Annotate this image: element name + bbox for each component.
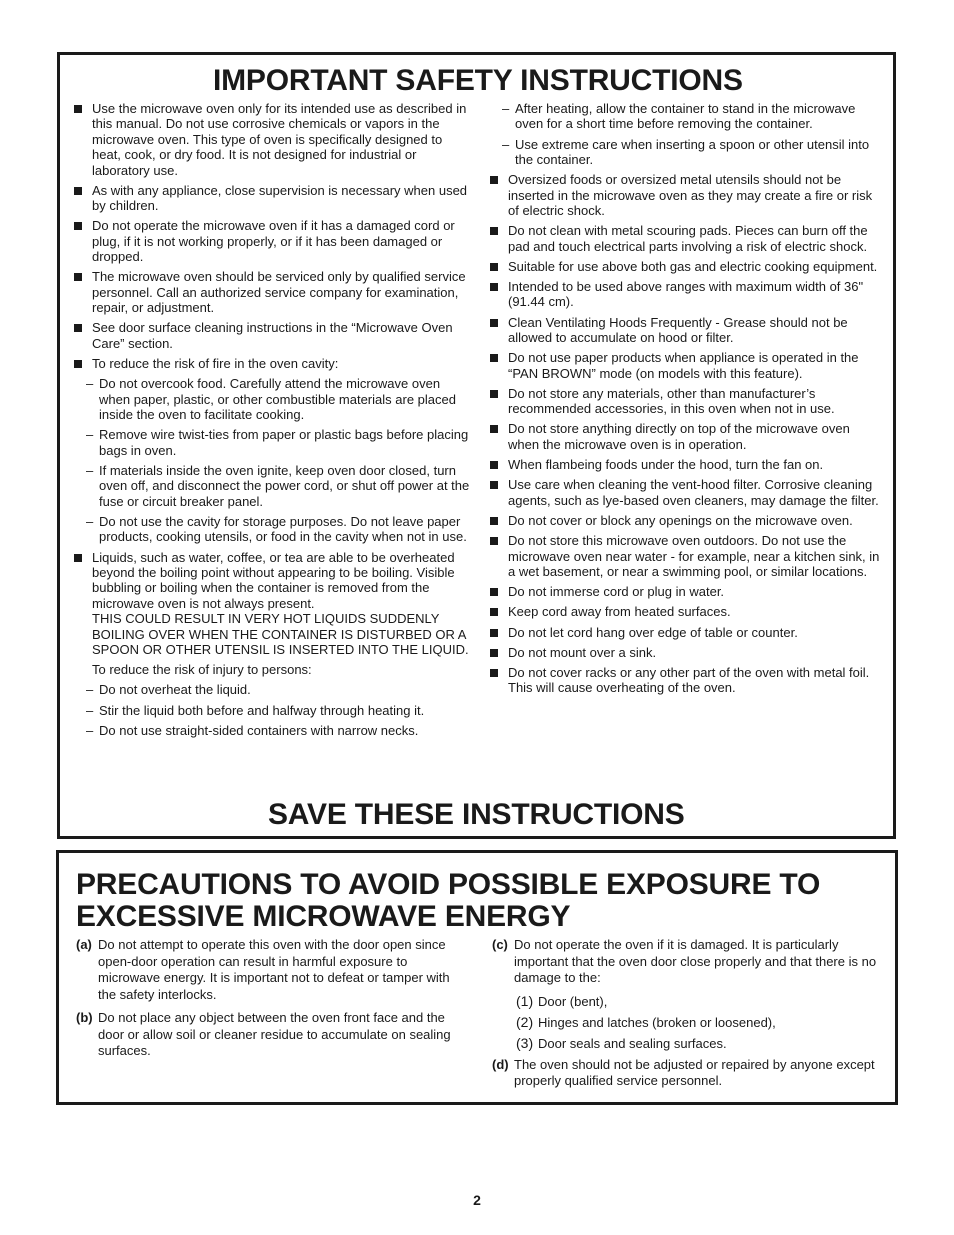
dash-item	[74, 427, 474, 458]
square-bullet-icon	[490, 283, 498, 291]
bullet-text: Use care when cleaning the vent-hood filter. Corrosive cleaning agents, such as lye-based oven cleaners, may damage the filter.	[508, 477, 879, 508]
bullet-item	[74, 101, 474, 178]
dash-icon: –	[86, 722, 94, 738]
precaution-text: Do not operate the oven if it is damaged. It is particularly important that the oven door close properly and that there is no damage to the:	[514, 937, 877, 985]
square-bullet-icon	[490, 588, 498, 596]
save-instructions-title: SAVE THESE INSTRUCTIONS	[268, 798, 685, 831]
precaution-item	[492, 937, 882, 987]
subitem-number: (2)	[516, 1013, 534, 1030]
square-bullet-icon	[490, 390, 498, 398]
square-bullet-icon	[74, 105, 82, 113]
plain-text: To reduce the risk of injury to persons:	[92, 662, 312, 678]
square-bullet-icon	[74, 554, 82, 562]
dash-icon: –	[86, 682, 94, 698]
bullet-item	[74, 218, 474, 264]
dash-text: Stir the liquid both before and halfway through heating it.	[99, 702, 425, 718]
bullet-text: Clean Ventilating Hoods Frequently - Grease should not be allowed to accumulate on hood or filter.	[508, 314, 848, 346]
dash-item	[74, 463, 474, 509]
square-bullet-icon	[490, 481, 498, 489]
dash-icon: –	[502, 101, 510, 116]
dash-text: Do not overheat the liquid.	[99, 682, 251, 698]
precaution-label: (a)	[76, 937, 92, 952]
bullet-item	[490, 386, 882, 417]
dash-item	[74, 514, 474, 545]
numbered-subitem	[492, 994, 882, 1011]
bullet-text: Do not store any materials, other than manufacturer’s recommended accessories, in this oven when not in use.	[508, 385, 835, 417]
bullet-item	[490, 584, 882, 599]
numbered-subitem	[492, 1036, 882, 1053]
bullet-text: Do not mount over a sink.	[508, 644, 657, 660]
dash-text: Use extreme care when inserting a spoon or other utensil into the container.	[515, 136, 870, 168]
bullet-text: Do not operate the microwave oven if it has a damaged cord or plug, if it is not working properly, or if it has been damaged or dropped.	[92, 218, 455, 265]
bullet-text: To reduce the risk of fire in the oven cavity:	[92, 356, 339, 372]
bullet-item	[490, 172, 882, 218]
square-bullet-icon	[74, 324, 82, 332]
bullet-item	[74, 269, 474, 315]
safety-title: IMPORTANT SAFETY INSTRUCTIONS	[213, 64, 743, 97]
square-bullet-icon	[490, 669, 498, 677]
dash-text: Remove wire twist-ties from paper or plastic bags before placing bags in oven.	[99, 427, 469, 458]
dash-text: If materials inside the oven ignite, keep oven door closed, turn oven off, and disconnect the power cord, or shut off power at the fuse or circuit breaker panel.	[99, 462, 470, 509]
dash-item	[490, 101, 882, 132]
bullet-item	[490, 513, 882, 528]
square-bullet-icon	[490, 263, 498, 271]
bullet-text: Suitable for use above both gas and electric cooking equipment.	[508, 258, 878, 274]
subitem-number: (1)	[516, 992, 534, 1009]
bullet-item	[490, 457, 882, 472]
bullet-text: Intended to be used above ranges with maximum width of 36" (91.44 cm).	[508, 279, 864, 310]
precaution-item	[76, 937, 466, 1003]
dash-icon: –	[86, 702, 94, 718]
warning-caps-text: THIS COULD RESULT IN VERY HOT LIQUIDS SUDDENLY BOILING OVER WHEN THE CONTAINER IS DISTURBED OR A SPOON OR OTHER UTENSIL IS INSERTED INTO THE LIQUID.	[92, 611, 469, 657]
precaution-label: (d)	[492, 1056, 509, 1072]
precautions-right-column	[492, 937, 882, 1097]
bullet-text: Do not cover or block any openings on the microwave oven.	[508, 512, 853, 528]
bullet-text: When flambeing foods under the hood, turn the fan on.	[508, 457, 824, 473]
bullet-item	[490, 665, 882, 696]
dash-icon: –	[86, 462, 94, 478]
precautions-title: PRECAUTIONS TO AVOID POSSIBLE EXPOSURE TO EXCESSIVE MICROWAVE ENERGY	[76, 868, 821, 933]
square-bullet-icon	[490, 227, 498, 235]
bullet-item	[490, 315, 882, 346]
precautions-box	[56, 850, 898, 1105]
bullet-text: Do not clean with metal scouring pads. Pieces can burn off the pad and touch electrical parts involving a risk of electric shock.	[508, 223, 868, 254]
dash-text: After heating, allow the container to stand in the microwave oven for a short time before removing the container.	[515, 101, 856, 132]
bullet-text: Do not immerse cord or plug in water.	[508, 584, 725, 600]
bullet-item	[490, 223, 882, 254]
precaution-label: (c)	[492, 937, 508, 952]
dash-item	[74, 682, 474, 697]
bullet-item	[490, 533, 882, 579]
dash-text: Do not overcook food. Carefully attend the microwave oven when paper, plastic, or other combustible materials are placed inside the oven to facilitate cooking.	[99, 376, 456, 423]
bullet-text: The microwave oven should be serviced only by qualified service personnel. Call an authorized service company for examination, repair, or adjustment.	[92, 269, 466, 316]
bullet-text: Liquids, such as water, coffee, or tea are able to be overheated beyond the boiling point without appearing to be boiling. Visible bubbling or boiling when the container is removed from the microwave oven is not always present.	[92, 549, 455, 611]
square-bullet-icon	[490, 608, 498, 616]
dash-icon: –	[86, 427, 94, 443]
square-bullet-icon	[490, 537, 498, 545]
subitem-number: (3)	[516, 1034, 534, 1051]
dash-text: Do not use the cavity for storage purposes. Do not leave paper products, cooking utensils, or food in the cavity when not in use.	[99, 513, 467, 545]
bullet-item	[490, 477, 882, 508]
precautions-left-column	[76, 937, 466, 1067]
bullet-text: Do not use paper products when appliance is operated in the “PAN BROWN” mode (on models with this feature).	[508, 350, 859, 381]
precaution-text: Do not place any object between the oven front face and the door or allow soil or cleaner residue to accumulate on sealing surfaces.	[98, 1010, 451, 1058]
dash-item	[74, 703, 474, 718]
bullet-text: Do not store anything directly on top of the microwave oven when the microwave oven is in operation.	[508, 421, 850, 452]
square-bullet-icon	[490, 354, 498, 362]
subitem-text: Hinges and latches (broken or loosened),	[538, 1014, 776, 1030]
bullet-item	[490, 350, 882, 381]
dash-text: Do not use straight-sided containers with narrow necks.	[99, 722, 419, 738]
subitem-text: Door seals and sealing surfaces.	[538, 1035, 727, 1051]
safety-right-column	[490, 101, 882, 701]
numbered-subitem	[492, 1015, 882, 1032]
safety-instructions-box	[57, 52, 896, 839]
square-bullet-icon	[490, 461, 498, 469]
square-bullet-icon	[490, 425, 498, 433]
bullet-item	[490, 279, 882, 310]
bullet-text: Oversized foods or oversized metal utensils should not be inserted in the microwave oven as they may create a fire or risk of electric shock.	[508, 172, 873, 219]
bullet-item	[490, 421, 882, 452]
dash-item	[74, 376, 474, 422]
page-number: 2	[473, 1192, 481, 1208]
bullet-text: Do not cover racks or any other part of the oven with metal foil. This will cause overheating of the oven.	[508, 664, 870, 696]
square-bullet-icon	[490, 517, 498, 525]
precaution-item	[76, 1010, 466, 1060]
dash-icon: –	[86, 376, 94, 392]
bullet-item	[490, 259, 882, 274]
bullet-text: As with any appliance, close supervision is necessary when used by children.	[92, 182, 468, 214]
square-bullet-icon	[490, 629, 498, 637]
square-bullet-icon	[74, 273, 82, 281]
safety-left-column	[74, 101, 474, 743]
bullet-item	[74, 320, 474, 351]
bullet-item	[490, 625, 882, 640]
subitem-text: Door (bent),	[538, 993, 608, 1009]
precaution-text: The oven should not be adjusted or repaired by anyone except properly qualified service personnel.	[514, 1056, 875, 1088]
dash-icon: –	[86, 513, 94, 529]
square-bullet-icon	[74, 222, 82, 230]
bullet-item	[490, 604, 882, 619]
bullet-text: See door surface cleaning instructions in the “Microwave Oven Care” section.	[92, 320, 453, 351]
bullet-text: Do not store this microwave oven outdoors. Do not use the microwave oven near water - for example, near a kitchen sink, in a wet basement, or near a swimming pool, or similar locations.	[508, 533, 880, 579]
dash-icon: –	[502, 136, 510, 152]
square-bullet-icon	[490, 176, 498, 184]
square-bullet-icon	[490, 319, 498, 327]
precaution-text: Do not attempt to operate this oven with the door open since open-door operation can result in harmful exposure to microwave energy. It is important not to defeat or tamper with the safety interlocks.	[98, 937, 450, 1002]
bullet-item	[490, 645, 882, 660]
precaution-label: (b)	[76, 1010, 93, 1025]
bullet-text: Do not let cord hang over edge of table or counter.	[508, 624, 798, 640]
bullet-text: Keep cord away from heated surfaces.	[508, 604, 731, 620]
dash-item	[490, 137, 882, 168]
square-bullet-icon	[74, 360, 82, 368]
dash-item	[74, 723, 474, 738]
bullet-item	[74, 550, 474, 658]
bullet-item	[74, 183, 474, 214]
square-bullet-icon	[74, 187, 82, 195]
square-bullet-icon	[490, 649, 498, 657]
precaution-item	[492, 1057, 882, 1090]
bullet-item	[74, 356, 474, 371]
bullet-text: Use the microwave oven only for its intended use as described in this manual. Do not use corrosive chemicals or vapors in the microwave oven. This type of oven is specifically designed to heat, cook, or dry food. It is not designed for industrial or laboratory use.	[92, 101, 467, 178]
